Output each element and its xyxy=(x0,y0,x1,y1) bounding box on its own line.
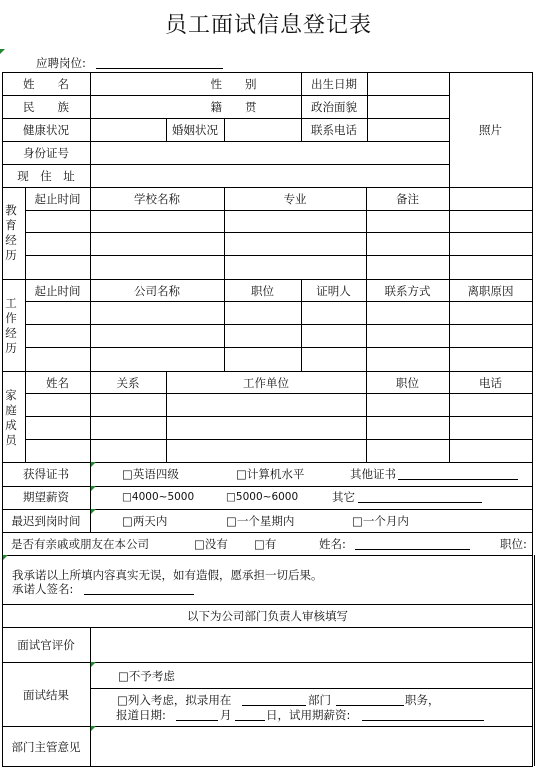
start-1week-checkbox[interactable]: □一个星期内 xyxy=(226,514,295,528)
start-2days-checkbox[interactable]: □两天内 xyxy=(122,514,168,528)
label-address: 现 住 址 xyxy=(17,169,75,183)
result-title-label: 职务， xyxy=(405,693,440,707)
work-side-label: 工 作 经 历 xyxy=(5,296,17,355)
manager-opinion-label: 部门主管意见 xyxy=(11,740,81,754)
relatives-no-checkbox[interactable]: □没有 xyxy=(194,537,228,551)
relatives-label: 是否有亲戚或朋友在本公司 xyxy=(11,537,149,551)
work-col-time: 起止时间 xyxy=(34,284,81,298)
education-side-label: 教 育 经 历 xyxy=(5,203,17,262)
edu-col-note: 备注 xyxy=(396,192,419,206)
salary-label: 期望薪资 xyxy=(23,490,69,504)
result-accept-checkbox[interactable]: □列入考虑，拟录用在 xyxy=(117,693,232,707)
label-nation: 民 族 xyxy=(23,100,69,114)
work-col-company: 公司名称 xyxy=(134,284,180,298)
edu-col-school: 学校名称 xyxy=(134,192,180,206)
manager-opinion-field[interactable] xyxy=(91,727,532,766)
review-header: 以下为公司部门负责人审核填写 xyxy=(187,609,348,623)
result-reject-checkbox[interactable]: □不予考虑 xyxy=(118,669,175,683)
cert-computer-checkbox[interactable]: □计算机水平 xyxy=(236,467,305,481)
review-eval-label: 面试官评价 xyxy=(17,638,75,652)
label-health: 健康状况 xyxy=(23,123,69,137)
salary-5000-checkbox[interactable]: □5000~6000 xyxy=(226,491,299,503)
work-col-reason: 离职原因 xyxy=(467,284,514,298)
photo-label: 照片 xyxy=(479,123,502,137)
relatives-name-label: 姓名: xyxy=(319,537,346,551)
report-day-field[interactable] xyxy=(235,720,265,721)
birth-input[interactable] xyxy=(368,73,449,95)
edu-col-time: 起止时间 xyxy=(34,192,81,206)
certs-label: 获得证书 xyxy=(23,467,69,481)
report-date-label: 报道日期: xyxy=(116,708,166,722)
pledge-text: 我承诺以上所填内容真实无误，如有造假，愿承担一切后果。 xyxy=(12,568,323,582)
report-day-label: 日，试用期薪资: xyxy=(266,708,351,722)
photo-box[interactable] xyxy=(450,73,532,187)
review-result-label: 面试结果 xyxy=(23,688,69,702)
family-col-relation: 关系 xyxy=(116,376,140,390)
work-col-position: 职位 xyxy=(251,284,274,298)
salary-other-label: 其它 xyxy=(332,490,355,504)
start-label: 最迟到岗时间 xyxy=(11,514,81,528)
work-col-reference: 证明人 xyxy=(316,284,351,298)
family-col-position: 职位 xyxy=(396,376,419,390)
pledge-sign-field[interactable] xyxy=(84,594,194,595)
label-native: 籍 贯 xyxy=(210,100,257,114)
salary-other-field[interactable] xyxy=(358,502,482,503)
relatives-position-label: 职位: xyxy=(500,537,527,551)
id-input[interactable] xyxy=(91,142,449,164)
label-politics: 政治面貌 xyxy=(311,100,357,114)
relatives-yes-checkbox[interactable]: □有 xyxy=(254,537,277,551)
probation-salary-field[interactable] xyxy=(362,720,484,721)
label-birth: 出生日期 xyxy=(311,77,357,91)
result-title-field[interactable] xyxy=(336,705,404,706)
start-1month-checkbox[interactable]: □一个月内 xyxy=(352,514,409,528)
page-title: 员工面试信息登记表 xyxy=(164,13,372,38)
report-month-field[interactable] xyxy=(176,720,218,721)
label-marital: 婚姻状况 xyxy=(172,123,218,137)
edu-col-major: 专业 xyxy=(283,192,307,206)
cert-english-checkbox[interactable]: □英语四级 xyxy=(122,467,179,481)
result-dept-label: 部门 xyxy=(308,693,331,707)
report-month-label: 月 xyxy=(220,708,232,722)
family-col-employer: 工作单位 xyxy=(243,376,289,390)
review-eval-field[interactable] xyxy=(91,628,532,662)
name-input[interactable] xyxy=(91,73,166,95)
cert-other-label: 其他证书 xyxy=(350,467,396,481)
position-label: 应聘岗位: xyxy=(36,56,86,70)
address-input[interactable] xyxy=(91,165,449,187)
result-dept-field[interactable] xyxy=(242,705,306,706)
label-name: 姓 名 xyxy=(23,77,69,91)
label-id: 身份证号 xyxy=(23,146,69,160)
pledge-sign-label: 承诺人签名: xyxy=(12,582,74,596)
label-gender: 性 别 xyxy=(210,77,257,91)
family-col-phone: 电话 xyxy=(479,376,502,390)
work-col-contact: 联系方式 xyxy=(384,284,431,298)
cert-other-field[interactable] xyxy=(398,479,518,480)
position-field[interactable] xyxy=(96,68,223,69)
salary-4000-checkbox[interactable]: □4000~5000 xyxy=(122,491,195,503)
family-col-name: 姓名 xyxy=(46,376,69,390)
relatives-name-field[interactable] xyxy=(355,549,470,550)
family-side-label: 家 庭 成 员 xyxy=(5,388,17,447)
label-phone: 联系电话 xyxy=(311,123,357,137)
